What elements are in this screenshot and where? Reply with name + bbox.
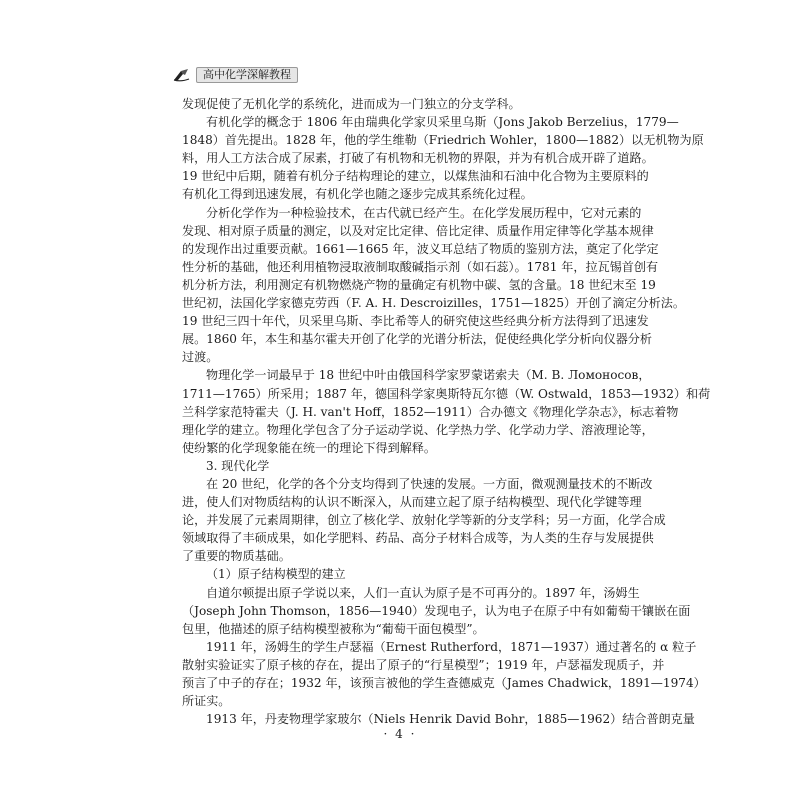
text-line: 领域取得了丰硕成果，如化学肥料、药品、高分子材料合成等，为人类的生存与发展提供 bbox=[182, 531, 654, 546]
text-line: 1911 年，汤姆生的学生卢瑟福（Ernest Rutherford，1871—1937）通过著名的 α 粒子 bbox=[206, 639, 697, 654]
text-line: 在 20 世纪，化学的各个分支均得到了快速的发展。一方面，微观测量技术的不断改 bbox=[206, 476, 653, 491]
text-line: 包里，他描述的原子结构模型被称为“葡萄干面包模型”。 bbox=[182, 621, 485, 636]
text-line: 的发现作出过重要贡献。1661—1665 年，波义耳总结了物质的鉴别方法，奠定了化学定 bbox=[182, 241, 659, 256]
text-line: 使纷繁的化学现象能在统一的理论下得到解释。 bbox=[182, 440, 436, 455]
text-line: 过渡。 bbox=[182, 350, 219, 365]
text-line: 发现、相对原子质量的测定，以及对定比定律、倍比定律、质量作用定律等化学基本规律 bbox=[182, 223, 654, 238]
section-heading: （1）原子结构模型的建立 bbox=[206, 567, 346, 582]
text-line: 进，使人们对物质结构的认识不断深入，从而建立起了原子结构模型、现代化学键等理 bbox=[182, 495, 642, 510]
text-line: 世纪初，法国化学家德克劳西（F. A. H. Descroizilles，1751—1825）开创了滴定分析法。 bbox=[182, 296, 685, 311]
text-line: 有机化学的概念于 1806 年由瑞典化学家贝采里乌斯（Jons Jakob Berzelius，1779— bbox=[206, 115, 679, 130]
text-line: 理化学的建立。物理化学包含了分子运动学说、化学热力学、化学动力学、溶液理论等， bbox=[182, 422, 654, 437]
text-line: 兰科学家范特霍夫（J. H. van't Hoff，1852—1911）合办德文《物理化学杂志》，标志着物 bbox=[182, 404, 679, 419]
text-line: 分析化学作为一种检验技术，在古代就已经产生。在化学发展历程中，它对元素的 bbox=[206, 205, 642, 220]
text-line: 所证实。 bbox=[182, 694, 231, 709]
running-header bbox=[172, 66, 298, 84]
text-line: 19 世纪中后期，随着有机分子结构理论的建立，以煤焦油和石油中化合物为主要原料的 bbox=[182, 169, 649, 184]
section-heading: 3. 现代化学 bbox=[206, 458, 270, 473]
text-line: 散射实验证实了原子核的存在，提出了原子的“行星模型”；1919 年，卢瑟福发现质子，并 bbox=[182, 657, 665, 672]
book-logo-icon bbox=[172, 67, 192, 83]
page-number: · 4 · bbox=[383, 727, 417, 741]
text-line: 1848）首先提出。1828 年，他的学生维勒（Friedrich Wohler，1800—1882）以无机物为原 bbox=[182, 133, 704, 148]
page-body bbox=[182, 95, 711, 728]
text-line: 性分析的基础，他还利用植物浸取液制取酸碱指示剂（如石蕊）。1781 年，拉瓦锡首创有 bbox=[182, 259, 659, 274]
text-line: 发现促使了无机化学的系统化，进而成为一门独立的分支学科。 bbox=[182, 97, 521, 111]
text-line: 机分析方法，利用测定有机物燃烧产物的量确定有机物中碳、氢的含量。18 世纪末至 19 bbox=[182, 277, 656, 292]
text-line: 1913 年，丹麦物理学家玻尔（Niels Henrik David Bohr，1885—1962）结合普朗克量 bbox=[206, 712, 695, 727]
text-line: 1711—1765）所采用；1887 年，德国科学家奥斯特瓦尔德（W. Ostwald，1853—1932）和荷 bbox=[182, 386, 711, 401]
text-line: 预言了中子的存在；1932 年，该预言被他的学生查德威克（James Chadwick，1891—1974） bbox=[182, 676, 706, 690]
text-line: 自道尔顿提出原子学说以来，人们一直认为原子是不可再分的。1897 年，汤姆生 bbox=[206, 585, 640, 600]
text-line: 论，并发展了元素周期律，创立了核化学、放射化学等新的分支学科；另一方面，化学合成 bbox=[182, 513, 666, 528]
text-line: 19 世纪三四十年代，贝采里乌斯、李比希等人的研究使这些经典分析方法得到了迅速发 bbox=[182, 314, 649, 329]
text-line: 有机化工得到迅速发展，有机化学也随之逐步完成其系统化过程。 bbox=[182, 187, 533, 202]
header-title: 高中化学深解教程 bbox=[196, 67, 298, 83]
text-line: 了重要的物质基础。 bbox=[182, 549, 291, 564]
text-line: 物理化学一词最早于 18 世纪中叶由俄国科学家罗蒙诺索夫（M. B. Ломоносов， bbox=[206, 368, 651, 383]
text-line: 料，用人工方法合成了尿素，打破了有机物和无机物的界限，并为有机合成开辟了道路。 bbox=[182, 151, 654, 166]
text-line: 展。1860 年，本生和基尔霍夫开创了化学的光谱分析法，促使经典化学分析向仪器分析 bbox=[182, 332, 652, 347]
text-line: （Joseph John Thomson，1856—1940）发现电子，认为电子在原子中有如葡萄干镶嵌在面 bbox=[182, 603, 691, 618]
